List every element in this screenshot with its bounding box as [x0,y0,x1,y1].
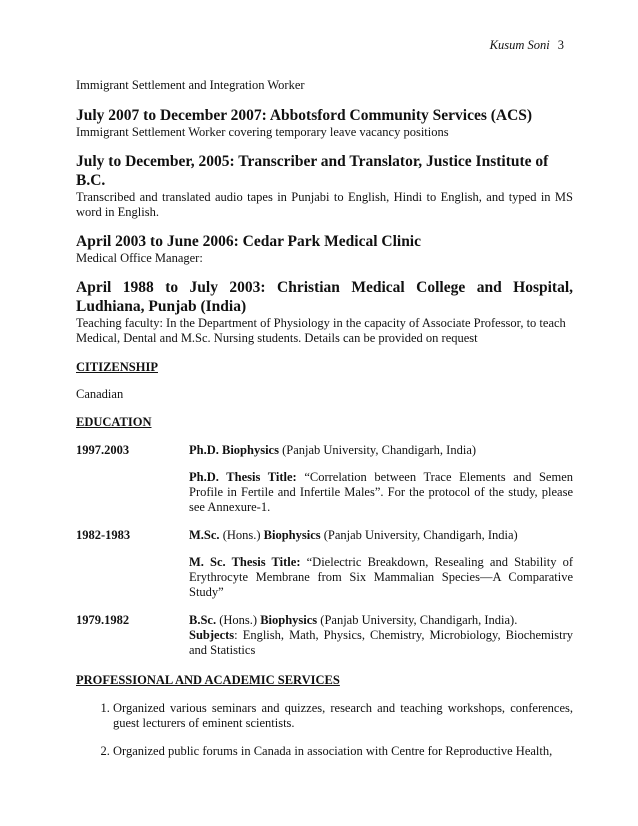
msc-degree: M.Sc. [189,528,220,542]
document-body [76,78,573,759]
bsc-subjects-label: Subjects [189,628,235,642]
services-heading: PROFESSIONAL AND ACADEMIC SERVICES [76,673,340,687]
phd-degree: Ph.D. Biophysics [189,443,279,457]
job-desc-jibc: Transcribed and translated audio tapes in Punjabi to English, Hindi to English, and typed in MS word in English. [76,190,573,219]
education-msc-thesis [76,555,573,600]
education-heading: EDUCATION [76,415,152,429]
bsc-hons: (Hons.) [219,613,258,627]
msc-date: 1982-1983 [76,528,131,542]
job-desc-cmc: Teaching faculty: In the Department of Physiology in the capacity of Associate Professor, to teach Medical, Dental and M.Sc. Nursing students. Details can be provided on request [76,316,566,345]
phd-institution: (Panjab University, Chandigarh, India) [282,443,477,457]
intro-line: Immigrant Settlement and Integration Worker [76,78,305,92]
header-name: Kusum Soni [489,38,550,52]
job-desc-cedar-park: Medical Office Manager: [76,251,203,265]
education-bsc [76,613,573,658]
phd-thesis-text: “Correlation between Trace Elements and Semen Profile in Fertile and Infertile Males”. For the protocol of the study, please see Annexure-1. [189,470,573,514]
msc-thesis-label: M. Sc. Thesis Title: [189,555,301,569]
msc-institution: (Panjab University, Chandigarh, India) [323,528,518,542]
bsc-date: 1979.1982 [76,613,130,627]
msc-hons: (Hons.) [222,528,261,542]
phd-thesis-label: Ph.D. Thesis Title: [189,470,297,484]
bsc-institution: (Panjab University, Chandigarh, India). [320,613,518,627]
job-title-cmc: April 1988 to July 2003: Christian Medical College and Hospital, Ludhiana, Punjab (India) [76,279,573,315]
citizenship-value: Canadian [76,387,124,401]
bsc-subject: Biophysics [260,613,318,627]
job-desc-acs: Immigrant Settlement Worker covering temporary leave vacancy positions [76,125,449,139]
services-list [76,701,573,759]
msc-thesis-text: “Dielectric Breakdown, Resealing and Stability of Erythrocyte Membrane from Six Mammalian Species—A Comparative Study” [189,555,573,599]
msc-subject: Biophysics [263,528,321,542]
education-msc [76,528,573,543]
citizenship-heading: CITIZENSHIP [76,360,158,374]
list-item: 1. Organized various seminars and quizzes, research and teaching workshops, conferences, guest lecturers of eminent scientists. [113,701,573,731]
job-title-cedar-park: April 2003 to June 2006: Cedar Park Medical Clinic [76,233,421,250]
job-title-jibc: July to December, 2005: Transcriber and Translator, Justice Institute of B.C. [76,153,549,189]
job-title-acs: July 2007 to December 2007: Abbotsford Community Services (ACS) [76,107,533,124]
page-number: 3 [557,38,564,52]
list-item: 2. Organized public forums in Canada in association with Centre for Reproductive Health, [113,744,573,759]
page-header [490,38,564,53]
bsc-degree: B.Sc. [189,613,217,627]
education-phd-thesis [76,470,573,515]
education-phd [76,443,573,458]
bsc-subjects-text: : English, Math, Physics, Chemistry, Microbiology, Biochemistry and Statistics [189,628,573,657]
phd-date: 1997.2003 [76,443,130,457]
